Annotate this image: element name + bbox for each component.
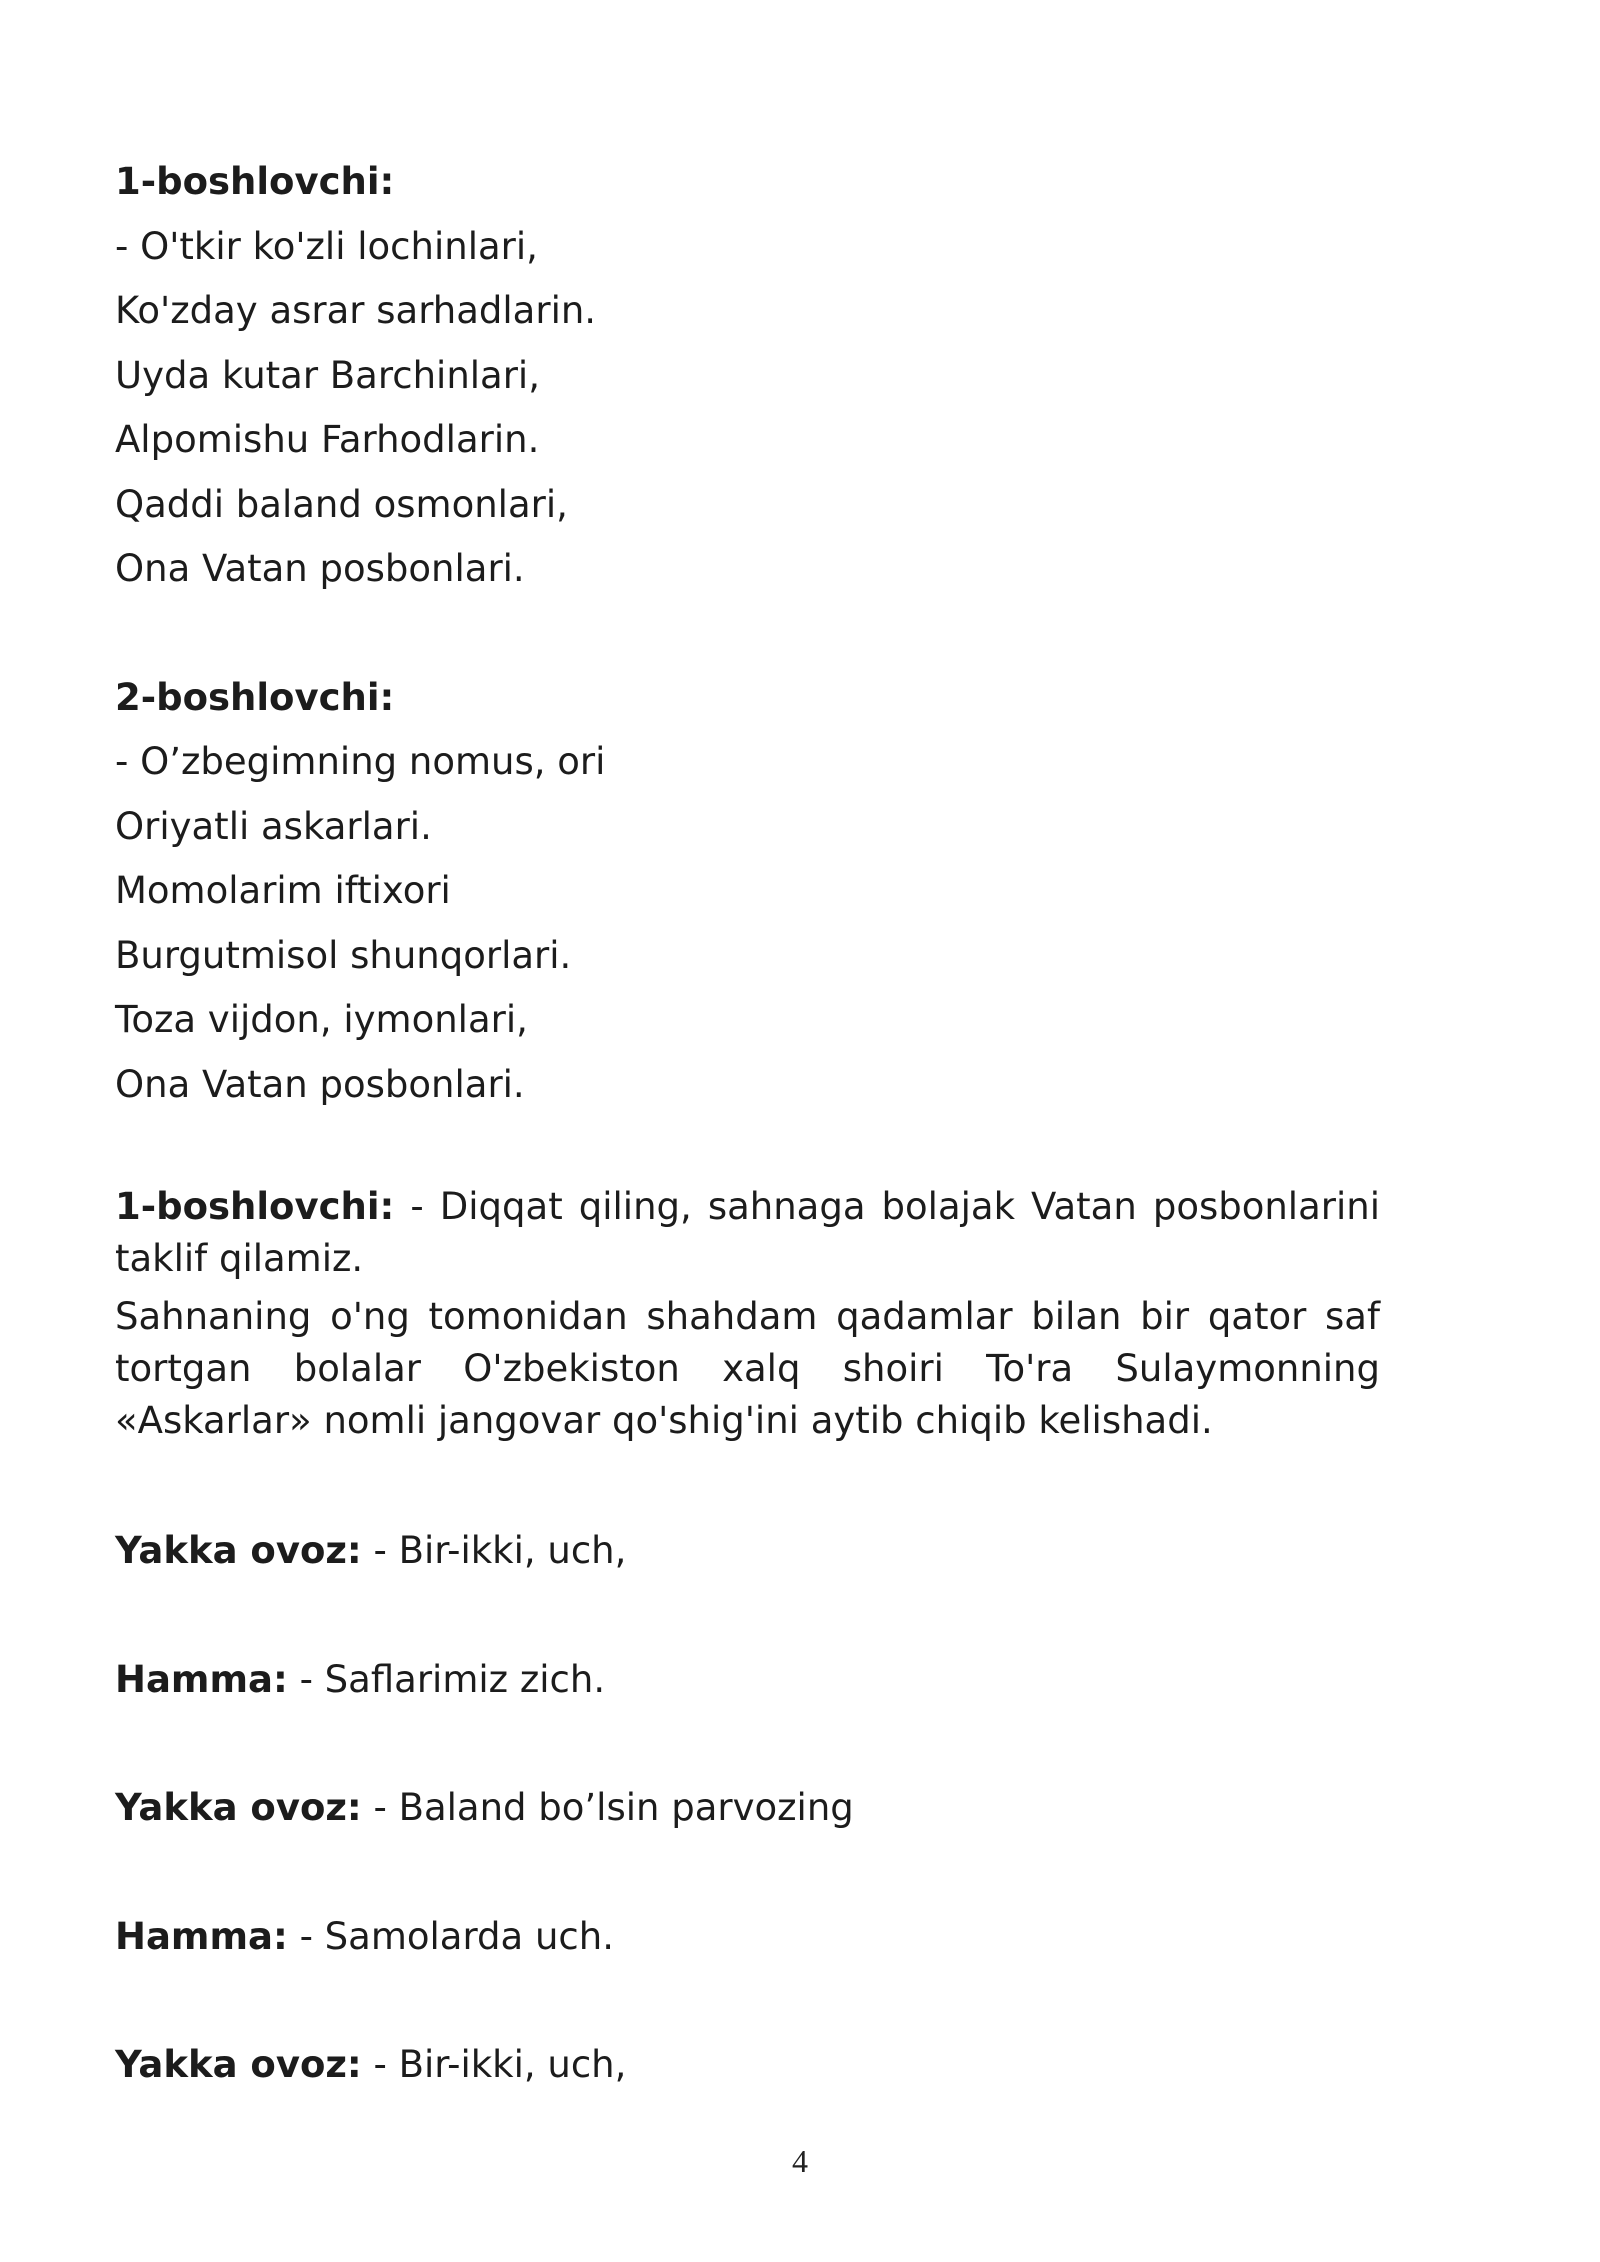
dialogue-line — [115, 1519, 1380, 1584]
spacer — [115, 1455, 1380, 1519]
verse-line: Alpomishu Farhodlarin. — [115, 418, 540, 461]
spacer — [115, 1584, 1380, 1648]
dialogue-line — [115, 2033, 1380, 2098]
dialogue-text: - Saflarimiz zich. — [287, 1657, 606, 1701]
stage-direction: Sahnaning o'ng tomonidan shahdam qadamlar bilan bir qator saf tortgan bolalar O'zbekiston xalq shoiri To'ra Sulaymonning «Askarlar» nomli jangovar qo'shig'ini aytib chiqib kelishadi. — [115, 1295, 1380, 1442]
dialogue-line — [115, 1776, 1380, 1841]
speaker-label: Yakka ovoz: — [115, 2043, 362, 2086]
document-page — [115, 150, 1380, 2098]
verse-line: Burgutmisol shunqorlari. — [115, 933, 572, 977]
verse-line: - O’zbegimning nomus, ori — [115, 740, 606, 783]
verse-line: - O'tkir ko'zli lochinlari, — [115, 224, 538, 268]
speaker-label: Yakka ovoz: — [115, 1529, 362, 1572]
verse-block-2 — [115, 666, 1380, 1118]
verse-line: Uyda kutar Barchinlari, — [115, 353, 540, 397]
dialogue-line — [115, 1905, 1380, 1970]
dialogue-text: - Bir-ikki, uch, — [361, 1529, 627, 1572]
announcement-text: - Diqqat qiling, sahnaga bolajak Vatan posbonlarini taklif qilamiz. — [115, 1185, 1380, 1280]
verse-block-1 — [115, 150, 1380, 602]
spacer — [115, 1841, 1380, 1905]
verse-line: Qaddi baland osmonlari, — [115, 482, 568, 526]
dialogue-text: - Baland bo’lsin parvozing — [361, 1786, 854, 1829]
verse-line: Ona Vatan posbonlari. — [115, 1062, 525, 1106]
spacer — [115, 1969, 1380, 2033]
verse-line: Ko'zday asrar sarhadlarin. — [115, 289, 597, 332]
speaker-label: Yakka ovoz: — [115, 1786, 362, 1829]
speaker-label: 1-boshlovchi: — [115, 160, 395, 203]
speaker-label: 2-boshlovchi: — [115, 675, 395, 719]
speaker-label: Hamma: — [115, 1914, 288, 1958]
spacer — [115, 1712, 1380, 1776]
dialogue-text: - Samolarda uch. — [287, 1914, 614, 1958]
spacer — [115, 602, 1380, 666]
speaker-label: 1-boshlovchi: — [115, 1185, 395, 1228]
verse-line: Toza vijdon, iymonlari, — [115, 998, 528, 1041]
verse-line: Oriyatli askarlari. — [115, 804, 432, 848]
verse-line: Momolarim iftixori — [115, 869, 451, 912]
speaker-label: Hamma: — [115, 1657, 288, 1701]
spacer — [115, 1117, 1380, 1181]
dialogue-text: - Bir-ikki, uch, — [361, 2043, 627, 2086]
dialogue-line — [115, 1648, 1380, 1713]
host-announcement — [115, 1181, 1380, 1285]
page-number: 4 — [792, 2143, 808, 2179]
verse-line: Ona Vatan posbonlari. — [115, 547, 525, 590]
